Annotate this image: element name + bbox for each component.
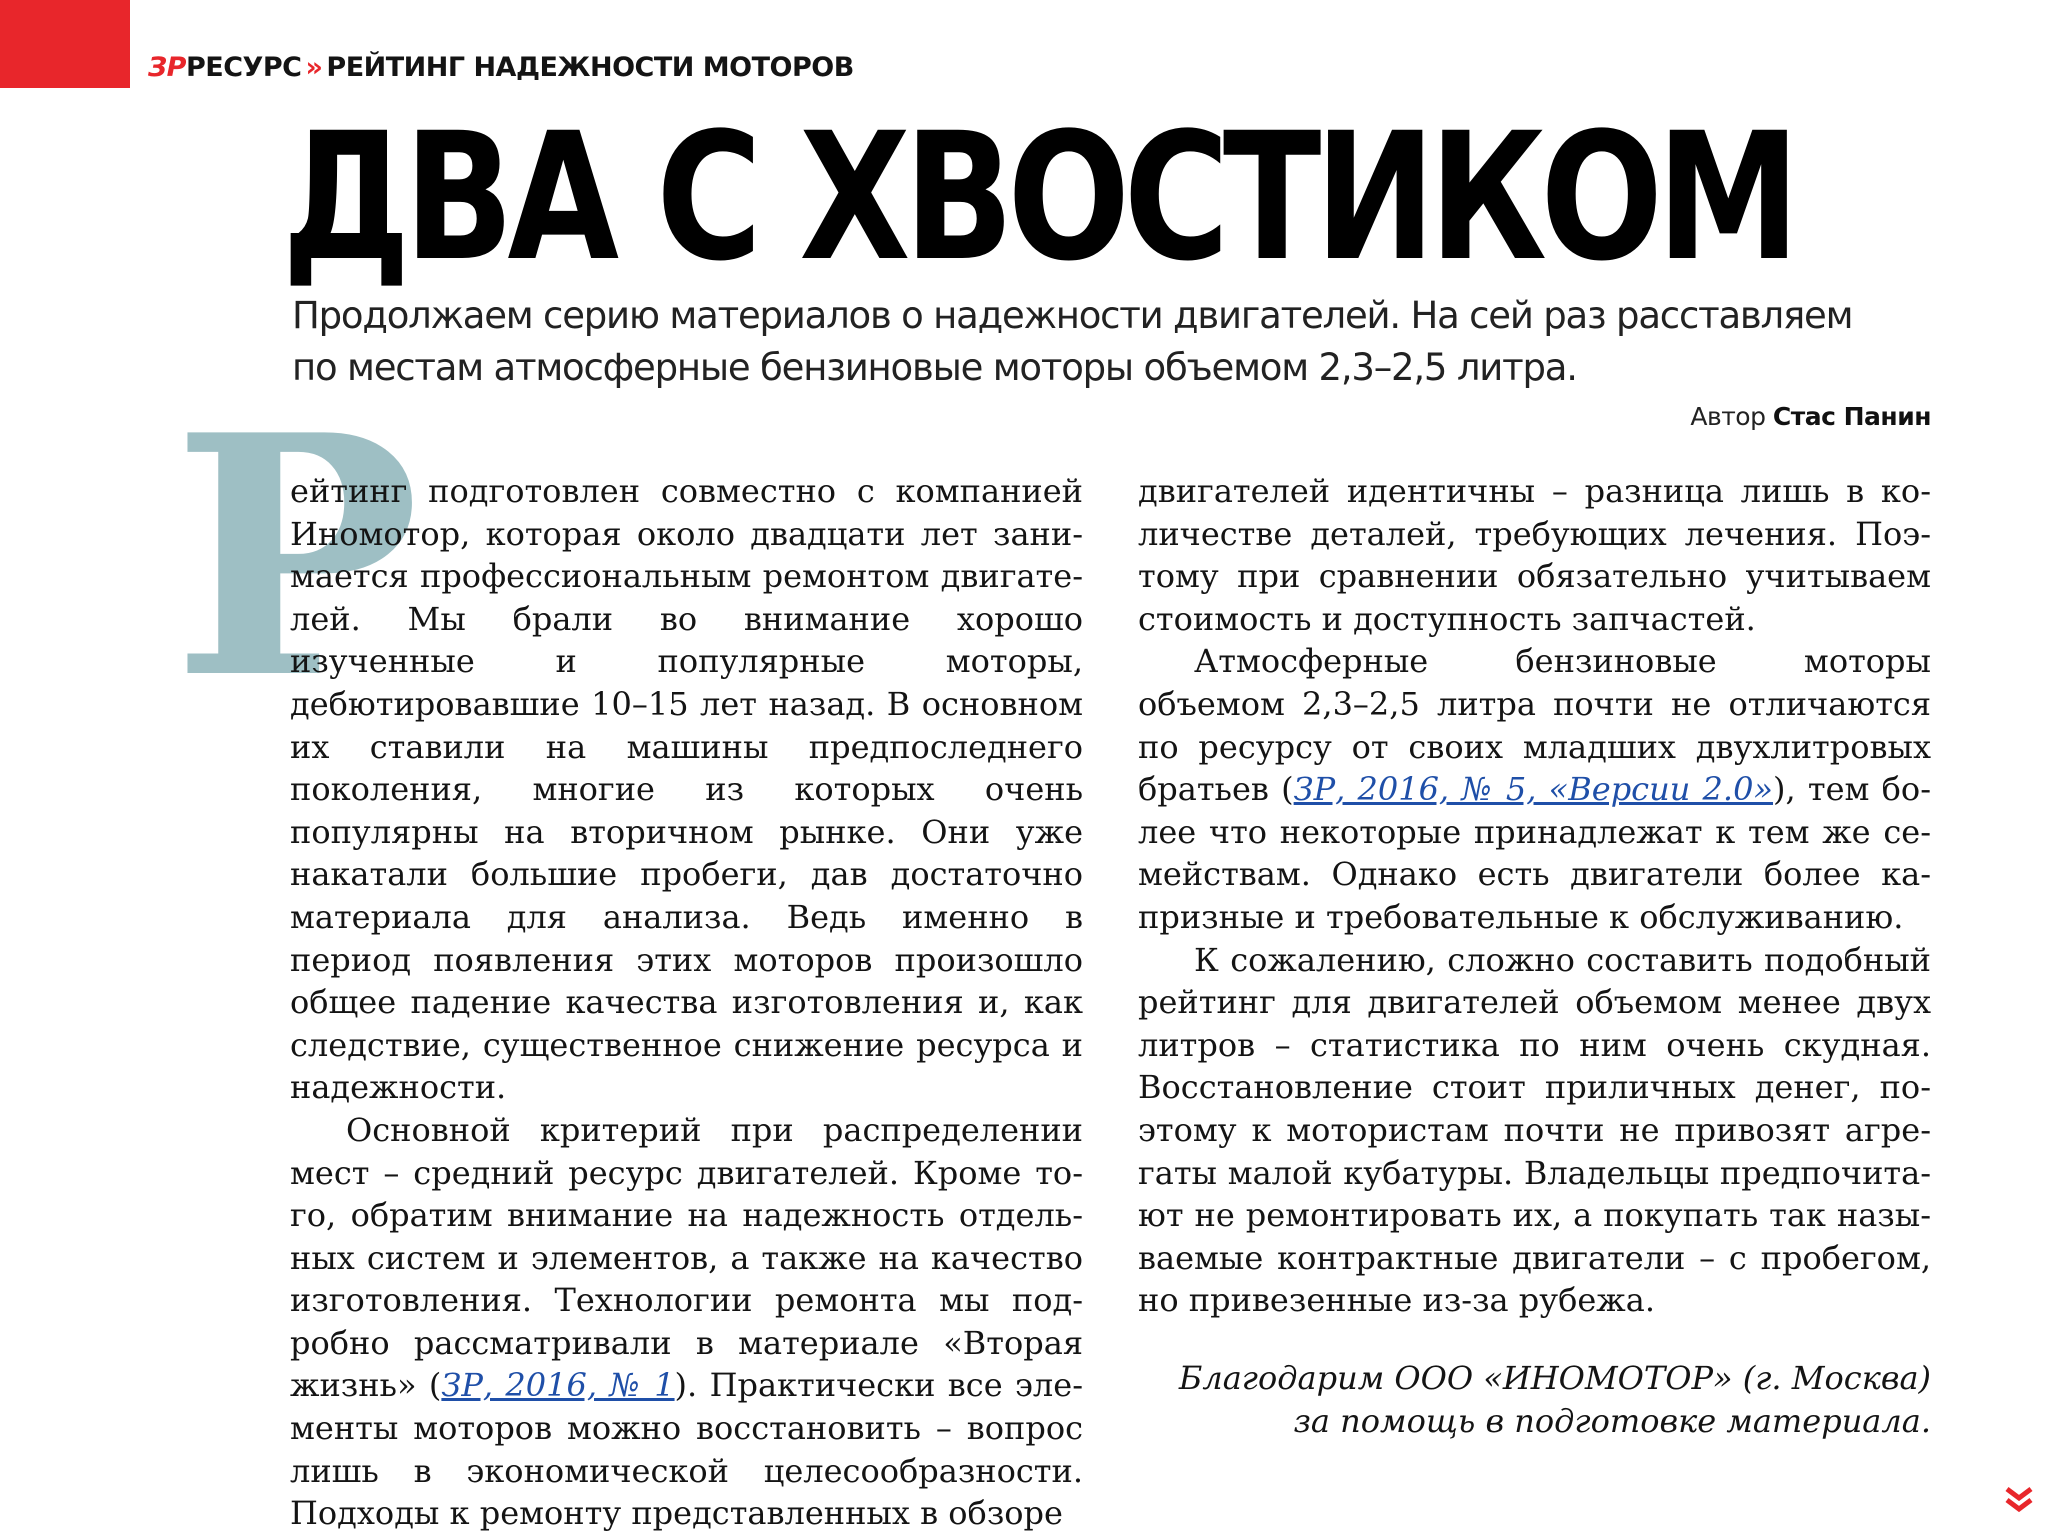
rubric-title: РЕЙТИНГ НАДЕЖНОСТИ МОТОРОВ (326, 52, 854, 83)
acknowledgement-line-2: за помощь в подготовке материала. (1293, 1402, 1931, 1440)
brand-logo: ЗР (148, 52, 186, 83)
section-rubric (148, 52, 854, 83)
acknowledgement (1179, 1357, 1931, 1443)
paragraph-criteria (290, 1109, 1083, 1535)
paragraph-small-engines: К сожалению, сложно составить подобный рейтинг для двигателей объемом менее двух литров – статистика по ним очень скудная. Восстановление стоит приличных денег, поэтому к мотористам почти не привозят агрегаты малой кубатуры. Владельцы предпочитают не ремонтировать их, а покупать так называемые контрактные двигатели – с пробегом, но привезенные из-за рубежа. (1138, 940, 1931, 1320)
paragraph-displacement-text-after: ), тем более что некоторые принадлежат к тем же семействам. Однако есть двигатели более капризные и требовательные к обслуживанию. (1138, 770, 1932, 936)
double-chevron-down-icon[interactable] (2004, 1486, 2034, 1514)
paragraph-displacement (1138, 640, 1931, 938)
acknowledgement-line-1: Благодарим ООО «ИНОМОТОР» (г. Москва) (1178, 1359, 1931, 1397)
paragraph-displacement-text-before: Атмосферные бензиновые моторы объемом 2,3–2,5 литра почти не отличаются по ресурсу от своих младших двухлитровых братьев ( (1138, 642, 1931, 809)
paragraph-criteria-continued: двигателей идентичны – разница лишь в количестве деталей, требующих лечения. Поэтому при сравнении обязательно учитываем стоимость и доступность запчастей. (1138, 472, 1931, 638)
paragraph-intro (290, 470, 1083, 1109)
paragraph-intro-text: ейтинг подготовлен совместно с компанией Иномотор, которая около двадцати лет занимается профессиональным ремонтом двигателей. Мы брали во внимание хорошо изученные и популярные моторы, дебютировавшие 10–15 лет назад. В основном их ставили на машины предпоследнего поколения, многие из которых очень популярны на вторичном рынке. Они уже накатали большие пробеги, дав достаточно материала для анализа. Ведь именно в период появления этих моторов произошло общее падение качества изготовления и, как следствие, существенное снижение ресурса и надежности. (290, 472, 1083, 1107)
article-body-column-left (290, 470, 1083, 1535)
author-label: Автор (1690, 402, 1766, 431)
article-body-column-right-text (1138, 470, 1931, 1322)
rubric-separator: » (305, 52, 323, 83)
author-name: Стас Панин (1772, 402, 1931, 431)
article-headline: ДВА С ХВОСТИКОМ (282, 95, 1794, 300)
paragraph-criteria-text-after: ). Практически все элементы моторов можно восстановить – вопрос лишь в экономической целесообразности. Подходы к ремонту представленных в обзоре (290, 1366, 1083, 1533)
paragraph-criteria-text-before: Основной критерий при распределении мест – средний ресурс двигателей. Кроме того, обратим внимание на надежность отдельных систем и элементов, а также на качество изготовления. Технологии ремонта мы подробно рассматривали в материале «Вторая жизнь» ( (290, 1110, 1083, 1405)
article-lead: Продолжаем серию материалов о надежности двигателей. На сей раз расставляем по местам атмосферные бензиновые моторы объемом 2,3–2,5 литра. (292, 294, 1853, 389)
drop-cap: Р (172, 363, 421, 751)
author-byline (1690, 402, 1931, 431)
section-label: РЕСУРС (185, 52, 302, 83)
corner-accent-block (0, 0, 130, 88)
reference-link-zr-2016-1[interactable]: ЗР, 2016, № 1 (441, 1366, 675, 1405)
reference-link-zr-2016-5[interactable]: ЗР, 2016, № 5, «Версии 2.0» (1293, 770, 1774, 809)
